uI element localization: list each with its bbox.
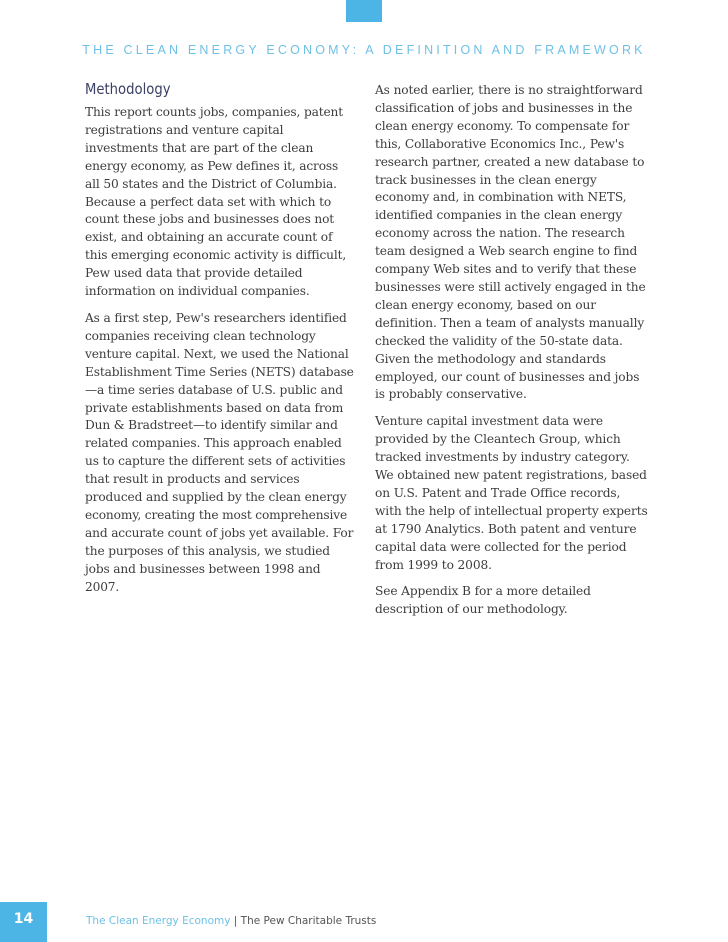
right-column [375,82,650,628]
section-title: Methodology [85,80,171,98]
page-number: 14 [13,911,34,927]
paragraph: See Appendix B for a more detailed description of our methodology. [375,584,591,617]
paragraph: Venture capital investment data were provided by the Cleantech Group, which tracked investments by industry category. We obtained new patent registrations, based on U.S. Patent and Trade Office records, with the help of intellectual property experts at 1790 Analytics. Both patent and venture capital data were collected for the period from 1999 to 2008. [375,414,648,572]
left-column [85,80,355,605]
paragraph: As noted earlier, there is no straightforward classification of jobs and businesses in the clean energy economy. To compensate for this, Collaborative Economics Inc., Pew's research partner, created a new database to track businesses in the clean energy economy and, in combination with NETS, identified companies in the clean energy economy across the nation. The research team designed a Web search engine to find company Web sites and to verify that these businesses were still actively engaged in the clean energy economy, based on our definition. Then a team of analysts manually checked the validity of the 50-state data. Given the methodology and standards employed, our count of businesses and jobs is probably conservative. [375,83,646,402]
running-head: THE CLEAN ENERGY ECONOMY: A DEFINITION AND FRAMEWORK [82,43,646,57]
paragraph: As a first step, Pew's researchers identified companies receiving clean technology venture capital. Next, we used the National Establishment Time Series (NETS) database—a time series database of U.S. public and private establishments based on data from Dun & Bradstreet—to identify similar and related companies. This approach enabled us to capture the different sets of activities that result in products and services produced and supplied by the clean energy economy, creating the most comprehensive and accurate count of jobs yet available. For the purposes of this analysis, we studied jobs and businesses between 1998 and 2007. [85,310,354,594]
footer-separator: | [230,915,241,927]
footer-publication: The Clean Energy Economy [86,915,231,927]
top-accent-tab [346,0,382,22]
footer [86,915,376,927]
footer-organization: The Pew Charitable Trusts [240,915,377,927]
paragraph: This report counts jobs, companies, patent registrations and venture capital investments that are part of the clean energy economy, as Pew defines it, across all 50 states and the District of Columbia. Because a perfect data set with which to count these jobs and businesses does not exist, and obtaining an accurate count of this emerging economic activity is difficult, Pew used data that provide detailed information on individual companies. [85,105,347,299]
